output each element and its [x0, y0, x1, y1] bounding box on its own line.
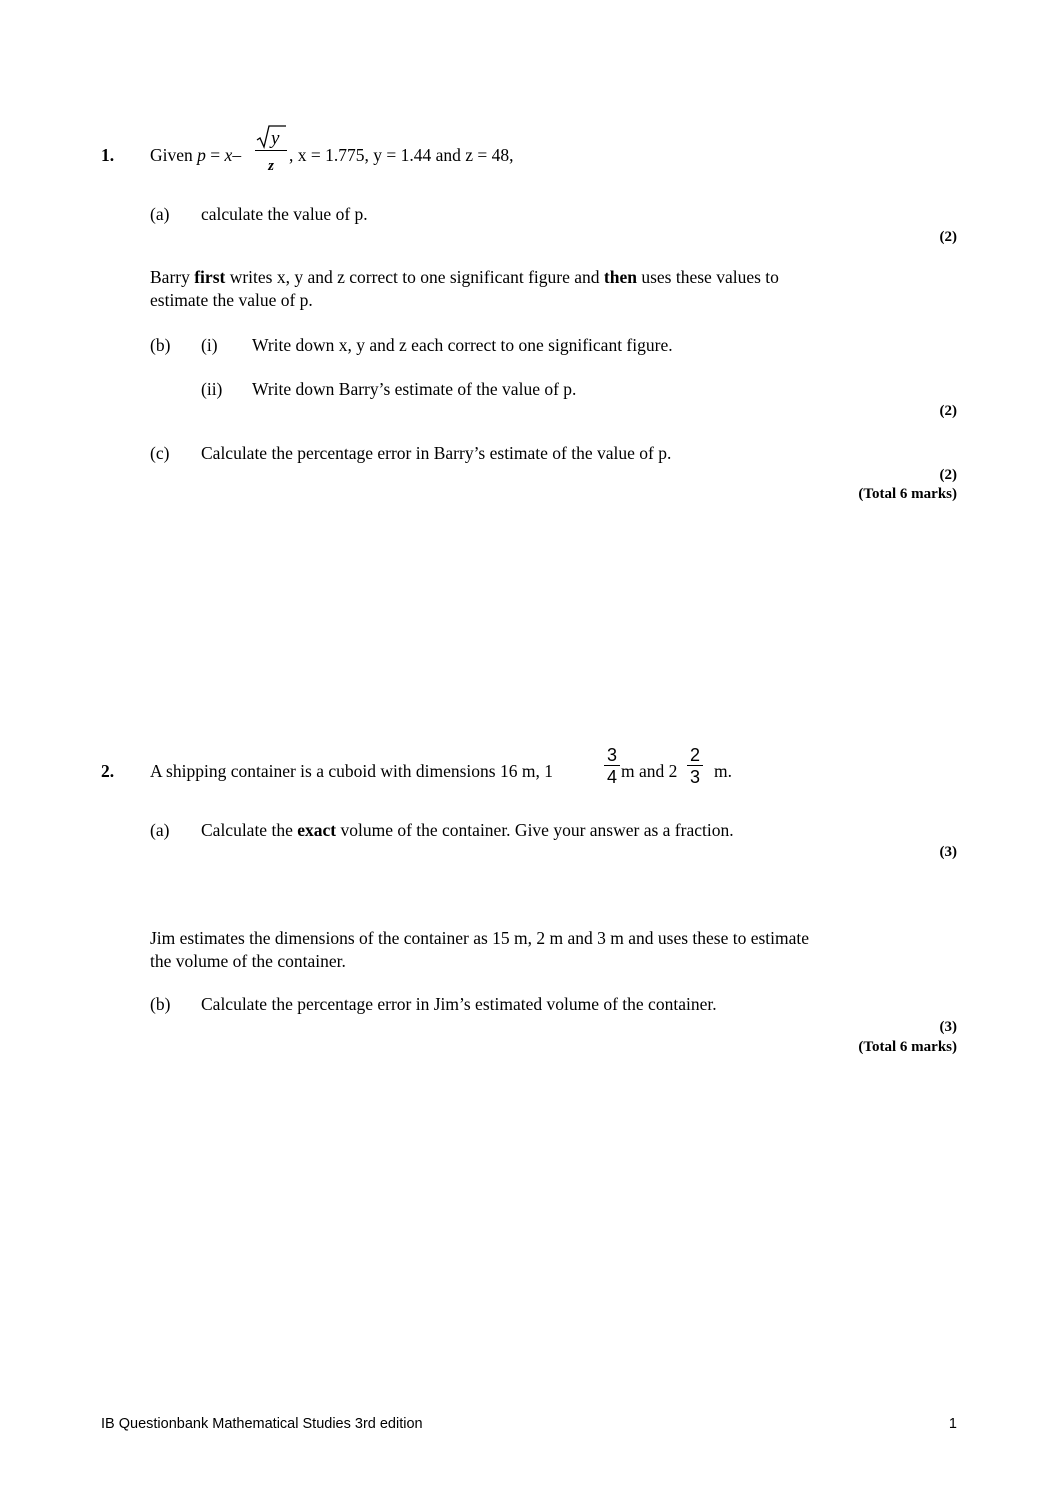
q2-part-a-text — [201, 822, 734, 840]
fraction-numerator: 3 — [606, 745, 617, 765]
minus-sign: – — [232, 145, 242, 165]
fraction-two-thirds — [687, 746, 703, 786]
barry-intro-line-2: estimate the value of p. — [150, 290, 313, 310]
fraction-numerator: 2 — [689, 745, 700, 765]
question-2-number: 2. — [101, 761, 115, 781]
var-p: p — [197, 145, 206, 165]
question-1-stem — [150, 147, 241, 165]
question-2-stem: A shipping container is a cuboid with dimensions 16 m, 1 — [150, 761, 553, 781]
bold-exact: exact — [297, 820, 337, 840]
fraction-bar — [687, 765, 703, 766]
barry-intro-line-1 — [150, 269, 779, 287]
jim-intro-line-1: Jim estimates the dimensions of the container as 15 m, 2 m and 3 m and uses these to estimate — [150, 928, 810, 948]
part-a-label: (a) — [150, 204, 170, 224]
question-1-given-values: , x = 1.775, y = 1.44 and z = 48, — [289, 145, 514, 165]
footer-title: IB Questionbank Mathematical Studies 3rd edition — [101, 1416, 423, 1432]
jim-intro-line-2: the volume of the container. — [150, 951, 346, 971]
sqrt-y-numerator — [255, 123, 287, 150]
fraction-sqrt-y-over-z — [255, 123, 287, 174]
q2-part-a-marks: (3) — [939, 844, 957, 860]
fraction-bar — [255, 150, 287, 151]
fraction-denominator: 3 — [689, 767, 700, 787]
given-word: Given — [150, 145, 193, 165]
part-c-label: (c) — [150, 443, 170, 463]
question-2-unit: m. — [714, 761, 732, 781]
part-a-marks: (2) — [939, 229, 957, 245]
question-1-total-marks: (Total 6 marks) — [858, 486, 957, 502]
question-2-total-marks: (Total 6 marks) — [858, 1039, 957, 1055]
q2-part-b-marks: (3) — [939, 1019, 957, 1035]
fraction-bar — [604, 765, 620, 766]
q2-part-b-label: (b) — [150, 994, 171, 1014]
question-2-mid-text: m and 2 — [621, 761, 678, 781]
part-b-ii-label: (ii) — [201, 379, 223, 399]
part-b-i-label: (i) — [201, 335, 218, 355]
fraction-three-quarters — [604, 746, 620, 786]
part-b-i-text: Write down x, y and z each correct to one significant figure. — [252, 335, 673, 355]
var-z-denominator: z — [268, 158, 274, 174]
intro-text: uses these values to — [636, 267, 779, 287]
var-x: x — [224, 145, 233, 165]
part-b-ii-text: Write down Barry’s estimate of the value of p. — [252, 379, 577, 399]
var-y-under-root: y — [271, 128, 280, 149]
intro-text: writes x, y and z correct to one significant figure and — [225, 267, 604, 287]
footer-page-number: 1 — [948, 1416, 957, 1432]
intro-text: Barry — [150, 267, 195, 287]
part-c-text: Calculate the percentage error in Barry’s estimate of the value of p. — [201, 443, 672, 463]
bold-then: then — [603, 267, 637, 287]
part-a-text-segment: volume of the container. Give your answer as a fraction. — [336, 820, 734, 840]
part-a-text-segment: Calculate the — [201, 820, 298, 840]
q2-part-b-text: Calculate the percentage error in Jim’s estimated volume of the container. — [201, 994, 717, 1014]
bold-first: first — [194, 267, 226, 287]
fraction-denominator: 4 — [606, 767, 617, 787]
part-b-marks: (2) — [939, 403, 957, 419]
question-1-number: 1. — [101, 145, 115, 165]
q2-part-a-label: (a) — [150, 820, 170, 840]
part-b-label: (b) — [150, 335, 171, 355]
part-c-marks: (2) — [939, 467, 957, 483]
part-a-text: calculate the value of p. — [201, 204, 368, 224]
equals-sign: = — [205, 145, 225, 165]
